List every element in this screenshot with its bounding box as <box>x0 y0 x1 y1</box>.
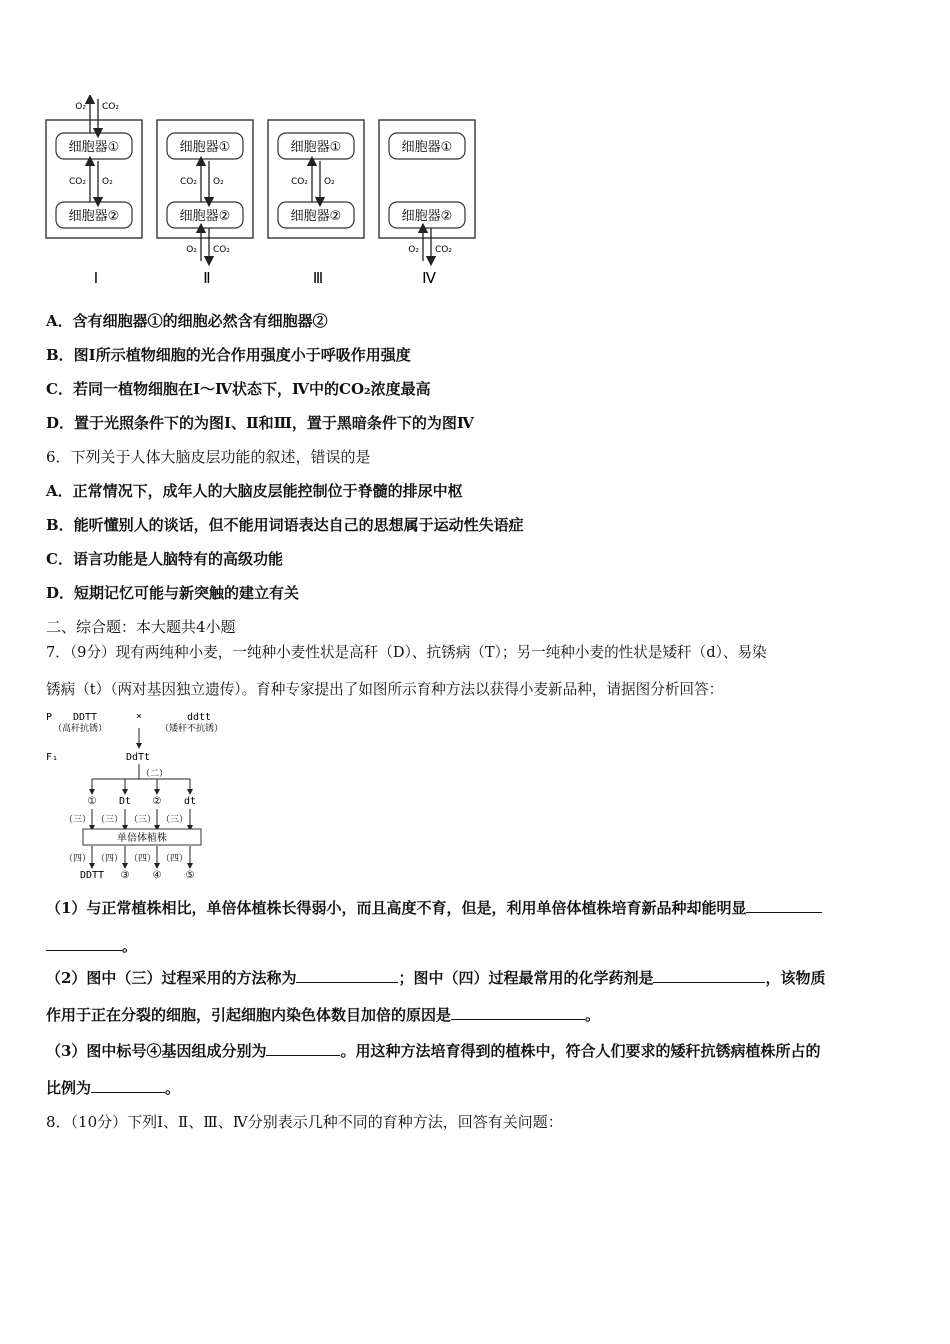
svg-text:（三）: （三） <box>129 815 157 825</box>
svg-text:细胞器②: 细胞器② <box>179 209 231 224</box>
svg-text:⑤: ⑤ <box>185 870 195 881</box>
svg-text:dt: dt <box>183 796 197 807</box>
q7-sub1-line2: 。 <box>46 936 137 956</box>
svg-text:细胞器①: 细胞器① <box>290 140 342 155</box>
svg-text:O₂: O₂ <box>186 245 197 255</box>
q7-stem-line2: 锈病（t）（两对基因独立遗传）。育种专家提出了如图所示育种方法以获得小麦新品种，请据图分析回答： <box>46 681 724 698</box>
q5-option-d: D．置于光照条件下的为图Ⅰ、Ⅱ和Ⅲ，置于黑暗条件下的为图Ⅳ <box>46 414 474 432</box>
haploid-box-label: 单倍体植株 <box>117 833 167 844</box>
panel-1-label: Ⅰ <box>93 269 99 287</box>
svg-text:CO₂: CO₂ <box>213 245 230 255</box>
q7-sub3-line1: （3）图中标号④基因组成分别为 。用这种方法培育得到的植株中，符合人们要求的矮秆抗锈病植株所占的 <box>46 1042 821 1060</box>
svg-text:细胞器①: 细胞器① <box>401 140 453 155</box>
panel-1 <box>46 99 142 287</box>
q7-sub2-line2: 作用于正在分裂的细胞，引起细胞内染色体数目加倍的原因是 。 <box>46 1006 601 1024</box>
answer-blank[interactable] <box>46 936 122 951</box>
q5-option-c: C．若同一植物细胞在Ⅰ～Ⅳ状态下，Ⅳ中的CO₂浓度最高 <box>46 380 431 398</box>
q6-option-c: C．语言功能是人脑特有的高级功能 <box>46 550 283 568</box>
svg-text:Dt: Dt <box>118 796 132 807</box>
q7-sub1-line1: （1）与正常植株相比，单倍体植株长得弱小，而且高度不育，但是，利用单倍体植株培育新品种却能明显 <box>46 898 822 918</box>
svg-text:细胞器①: 细胞器① <box>179 140 231 155</box>
parent-2-desc: （矮秆不抗锈） <box>160 724 224 734</box>
svg-text:CO₂: CO₂ <box>102 102 119 112</box>
svg-text:④: ④ <box>152 870 162 881</box>
answer-blank[interactable] <box>91 1078 165 1093</box>
q7-stem-line1: 7．（9分）现有两纯种小麦，一纯种小麦性状是高秆（D）、抗锈病（T）；另一纯种小麦的性状是矮秆（d）、易染 <box>46 644 767 661</box>
answer-blank[interactable] <box>746 898 822 913</box>
svg-text:CO₂: CO₂ <box>180 177 197 187</box>
q7-sub3-line2: 比例为 。 <box>46 1079 181 1097</box>
svg-text:②: ② <box>152 796 162 807</box>
svg-text:O₂: O₂ <box>102 177 113 187</box>
parent-2-genotype: ddtt <box>187 712 212 723</box>
answer-blank[interactable] <box>266 1041 340 1056</box>
svg-text:CO₂: CO₂ <box>69 177 86 187</box>
svg-text:O₂: O₂ <box>324 177 335 187</box>
organelle-1-label: 细胞器① <box>68 140 120 155</box>
panel-2 <box>157 120 253 287</box>
step-2-label: （二） <box>141 769 169 779</box>
panel-3-label: Ⅲ <box>312 269 324 287</box>
q7-sub2-line1: （2）图中（三）过程采用的方法称为 ；图中（四）过程最常用的化学药剂是 ，该物质 <box>46 969 826 987</box>
answer-blank[interactable] <box>451 1005 585 1020</box>
svg-text:DDTT: DDTT <box>79 870 105 881</box>
q6-option-a: A．正常情况下，成年人的大脑皮层能控制位于脊髓的排尿中枢 <box>46 482 463 500</box>
svg-text:③: ③ <box>120 870 130 881</box>
q5-option-a: A．含有细胞器①的细胞必然含有细胞器② <box>46 312 328 330</box>
svg-text:（四）: （四） <box>129 854 157 864</box>
q8-stem: 8．（10分）下列Ⅰ、Ⅱ、Ⅲ、Ⅳ分别表示几种不同的育种方法，回答有关问题： <box>46 1113 563 1131</box>
p-label: P <box>46 712 53 723</box>
svg-text:O₂: O₂ <box>408 245 419 255</box>
svg-text:（三）: （三） <box>161 815 189 825</box>
f1-label: F₁ <box>46 752 59 763</box>
svg-text:O₂: O₂ <box>75 102 86 112</box>
organelle-gas-exchange-figure <box>40 95 480 290</box>
svg-text:CO₂: CO₂ <box>291 177 308 187</box>
answer-blank[interactable] <box>653 968 765 983</box>
svg-text:O₂: O₂ <box>213 177 224 187</box>
panel-4 <box>379 120 475 287</box>
f1-genotype: DdTt <box>126 752 151 763</box>
q5-option-b: B．图Ⅰ所示植物细胞的光合作用强度小于呼吸作用强度 <box>46 346 411 364</box>
svg-text:①: ① <box>87 796 97 807</box>
svg-text:（四）: （四） <box>96 854 124 864</box>
svg-text:细胞器②: 细胞器② <box>290 209 342 224</box>
panel-3 <box>268 120 364 287</box>
cross-symbol: × <box>136 711 143 722</box>
panel-2-label: Ⅱ <box>203 269 211 287</box>
breeding-flow-diagram <box>40 706 280 886</box>
section-2-header: 二、综合题：本大题共4小题 <box>46 618 236 636</box>
parent-1-genotype: DDTT <box>73 712 98 723</box>
svg-text:CO₂: CO₂ <box>435 245 452 255</box>
panel-4-label: Ⅳ <box>422 269 436 287</box>
svg-text:（三）: （三） <box>96 815 124 825</box>
answer-blank[interactable] <box>296 968 398 983</box>
q6-option-b: B．能听懂别人的谈话，但不能用词语表达自己的思想属于运动性失语症 <box>46 516 524 534</box>
q6-option-d: D．短期记忆可能与新突触的建立有关 <box>46 584 300 602</box>
organelle-2-label: 细胞器② <box>68 209 120 224</box>
svg-text:（四）: （四） <box>64 854 92 864</box>
svg-text:（四）: （四） <box>161 854 189 864</box>
svg-text:细胞器②: 细胞器② <box>401 209 453 224</box>
parent-1-desc: （高秆抗锈） <box>53 724 108 734</box>
svg-text:（三）: （三） <box>64 815 92 825</box>
q6-stem: 6．下列关于人体大脑皮层功能的叙述，错误的是 <box>46 448 371 466</box>
